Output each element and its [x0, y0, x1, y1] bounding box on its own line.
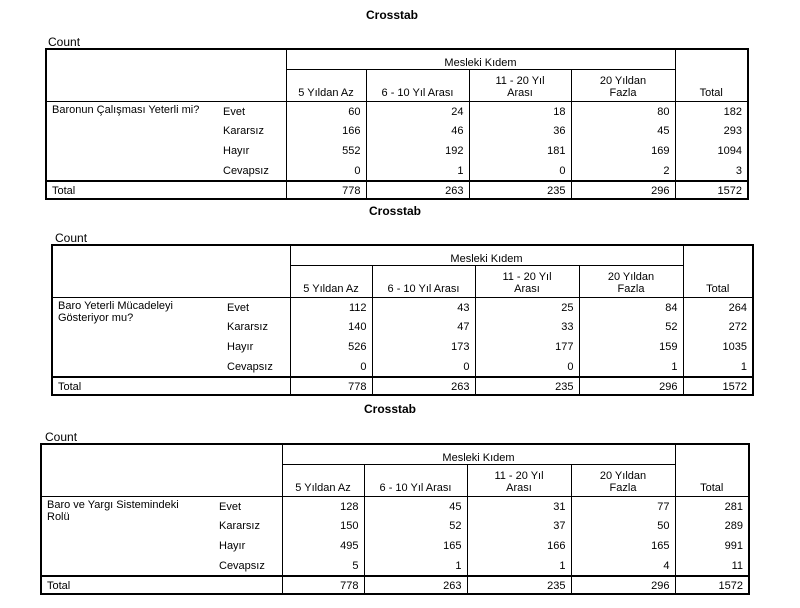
row-category-label: Cevapsız	[218, 161, 286, 181]
column-header-text: 6 - 10 Yıl Arası	[379, 481, 452, 494]
total-cell: 778	[282, 576, 364, 594]
column-header	[366, 69, 469, 101]
column-header-text: 6 - 10 Yıl Arası	[387, 282, 460, 295]
table-cell: 991	[675, 536, 749, 556]
row-variable-label: Baro ve Yargı Sistemindeki Rolü	[47, 498, 179, 523]
total-cell: 778	[286, 181, 366, 199]
count-label: Count	[55, 231, 88, 245]
total-row	[52, 377, 753, 395]
table-cell: 31	[467, 496, 571, 516]
table-cell: 0	[469, 161, 571, 181]
table-cell: 52	[579, 317, 683, 337]
table-cell: 289	[675, 516, 749, 536]
count-label: Count	[48, 35, 81, 49]
table-row	[41, 496, 749, 516]
table-cell: 1	[683, 357, 753, 377]
column-header-text: 11 - 20 Yıl	[502, 270, 552, 283]
table-cell: 140	[290, 317, 372, 337]
table-cell: 169	[571, 141, 675, 161]
table-cell: 60	[286, 101, 366, 121]
crosstab-table	[45, 48, 749, 200]
column-header-text: Fazla	[609, 86, 637, 99]
table-cell: 24	[366, 101, 469, 121]
table-cell: 159	[579, 337, 683, 357]
total-cell: 263	[366, 181, 469, 199]
row-category-label: Hayır	[222, 337, 290, 357]
table-cell: 177	[475, 337, 579, 357]
column-header	[579, 265, 683, 297]
row-category-label: Kararsız	[214, 516, 282, 536]
total-header-top	[675, 444, 749, 464]
row-category-label: Hayır	[214, 536, 282, 556]
total-cell: 296	[579, 377, 683, 395]
count-label: Count	[45, 430, 78, 444]
total-cell: 296	[571, 576, 675, 594]
column-header-text: 11 - 20 Yıl	[494, 469, 544, 482]
table-cell: 2	[571, 161, 675, 181]
column-header-text: Arası	[514, 282, 540, 295]
total-row	[46, 181, 748, 199]
column-header	[571, 69, 675, 101]
row-variable-label: Baro Yeterli Mücadeleyi Gösteriyor mu?	[58, 299, 173, 324]
column-header-text: Arası	[507, 86, 533, 99]
total-cell: 263	[372, 377, 475, 395]
column-header	[571, 464, 675, 496]
row-category-label: Hayır	[218, 141, 286, 161]
column-header-total	[675, 464, 749, 496]
row-variable-label: Baronun Çalışması Yeterli mi?	[52, 103, 200, 116]
column-header	[467, 464, 571, 496]
column-header	[475, 265, 579, 297]
table-cell: 0	[286, 161, 366, 181]
crosstab-title: Crosstab	[368, 204, 421, 218]
row-category-label: Cevapsız	[222, 357, 290, 377]
row-category-label: Evet	[214, 496, 282, 516]
column-header	[469, 69, 571, 101]
table-cell: 0	[475, 357, 579, 377]
table-cell: 25	[475, 297, 579, 317]
table-cell: 264	[683, 297, 753, 317]
table-cell: 182	[675, 101, 748, 121]
column-header-text: Total	[700, 481, 724, 494]
column-header	[282, 464, 364, 496]
column-header-text: 6 - 10 Yıl Arası	[381, 86, 454, 99]
total-header-top	[675, 49, 748, 69]
total-cell: 263	[364, 576, 467, 594]
row-category-label: Kararsız	[222, 317, 290, 337]
total-cell: 235	[469, 181, 571, 199]
total-cell: 235	[467, 576, 571, 594]
total-cell: 296	[571, 181, 675, 199]
total-header-top	[683, 245, 753, 265]
table-cell: 0	[290, 357, 372, 377]
table-cell: 165	[571, 536, 675, 556]
column-header-text: 5 Yıldan Az	[303, 282, 359, 295]
total-row-label: Total	[52, 377, 290, 395]
table-cell: 1	[467, 556, 571, 576]
table-cell: 181	[469, 141, 571, 161]
column-header	[372, 265, 475, 297]
row-category-label: Kararsız	[218, 121, 286, 141]
table-cell: 4	[571, 556, 675, 576]
table-cell: 37	[467, 516, 571, 536]
column-header-total	[675, 69, 748, 101]
table-cell: 0	[372, 357, 475, 377]
table-cell: 5	[282, 556, 364, 576]
table-cell: 128	[282, 496, 364, 516]
table-cell: 173	[372, 337, 475, 357]
group-header: Mesleki Kıdem	[282, 444, 675, 464]
table-cell: 165	[364, 536, 467, 556]
table-cell: 495	[282, 536, 364, 556]
column-header	[286, 69, 366, 101]
row-category-label: Evet	[218, 101, 286, 121]
table-cell: 281	[675, 496, 749, 516]
table-cell: 1035	[683, 337, 753, 357]
table-cell: 166	[467, 536, 571, 556]
table-cell: 84	[579, 297, 683, 317]
table-cell: 46	[366, 121, 469, 141]
column-header	[290, 265, 372, 297]
total-row	[41, 576, 749, 594]
table-cell: 45	[571, 121, 675, 141]
total-cell: 235	[475, 377, 579, 395]
table-cell: 47	[372, 317, 475, 337]
table-cell: 45	[364, 496, 467, 516]
total-cell: 778	[290, 377, 372, 395]
table-cell: 112	[290, 297, 372, 317]
row-category-label: Cevapsız	[214, 556, 282, 576]
column-header-text: 11 - 20 Yıl	[495, 74, 545, 87]
total-cell: 1572	[675, 576, 749, 594]
column-header-text: 5 Yıldan Az	[298, 86, 354, 99]
group-header: Mesleki Kıdem	[290, 245, 683, 265]
table-cell: 293	[675, 121, 748, 141]
crosstab-table	[40, 443, 750, 595]
column-header-text: Fazla	[617, 282, 645, 295]
header-corner	[46, 49, 286, 101]
table-cell: 166	[286, 121, 366, 141]
table-cell: 77	[571, 496, 675, 516]
table-cell: 1094	[675, 141, 748, 161]
column-header-total	[683, 265, 753, 297]
table-cell: 272	[683, 317, 753, 337]
column-header-text: Total	[699, 86, 723, 99]
total-row-label: Total	[41, 576, 282, 594]
header-corner	[52, 245, 290, 297]
table-cell: 552	[286, 141, 366, 161]
column-header-text: Fazla	[609, 481, 637, 494]
table-cell: 192	[366, 141, 469, 161]
table-cell: 18	[469, 101, 571, 121]
table-cell: 80	[571, 101, 675, 121]
crosstab-title: Crosstab	[365, 8, 418, 22]
total-cell: 1572	[675, 181, 748, 199]
total-cell: 1572	[683, 377, 753, 395]
table-cell: 50	[571, 516, 675, 536]
crosstab-table	[51, 244, 754, 396]
header-corner	[41, 444, 282, 496]
column-header-text: 20 Yıldan	[599, 74, 647, 87]
crosstab-title: Crosstab	[363, 402, 416, 416]
column-header-text: Arası	[506, 481, 532, 494]
table-cell: 1	[366, 161, 469, 181]
table-row	[46, 101, 748, 121]
column-header-text: 20 Yıldan	[607, 270, 655, 283]
group-header: Mesleki Kıdem	[286, 49, 675, 69]
table-cell: 150	[282, 516, 364, 536]
table-cell: 52	[364, 516, 467, 536]
total-row-label: Total	[46, 181, 286, 199]
table-cell: 1	[364, 556, 467, 576]
table-cell: 526	[290, 337, 372, 357]
column-header	[364, 464, 467, 496]
table-cell: 36	[469, 121, 571, 141]
table-cell: 3	[675, 161, 748, 181]
column-header-text: 5 Yıldan Az	[295, 481, 351, 494]
table-cell: 43	[372, 297, 475, 317]
column-header-text: 20 Yıldan	[599, 469, 647, 482]
table-cell: 1	[579, 357, 683, 377]
table-cell: 11	[675, 556, 749, 576]
table-row	[52, 297, 753, 317]
column-header-text: Total	[706, 282, 730, 295]
row-category-label: Evet	[222, 297, 290, 317]
table-cell: 33	[475, 317, 579, 337]
